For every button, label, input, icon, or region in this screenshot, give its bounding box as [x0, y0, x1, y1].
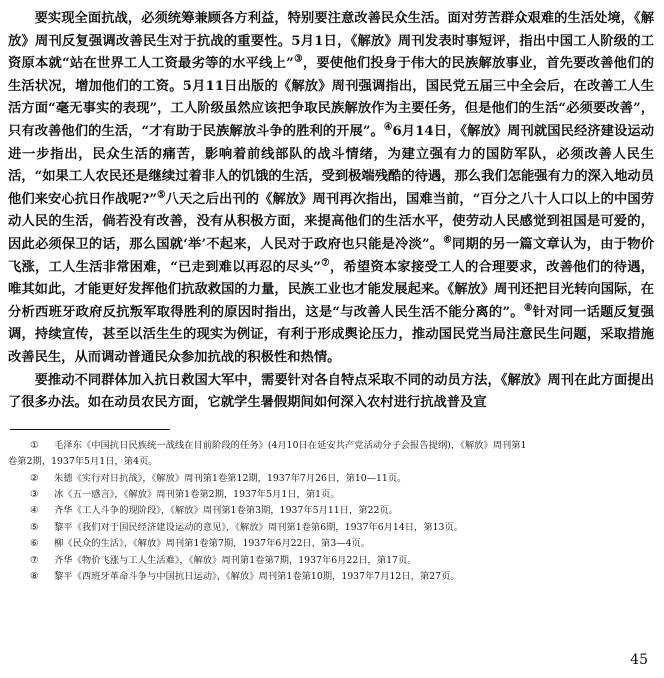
footnote-text: 柳《民众的生活》，《解放》周刊第1卷第7期，1937年6月22日，第3—4页。 [54, 538, 371, 550]
page-number: 45 [630, 652, 648, 668]
text-segment: ，要使他们投身于伟大的民族解放事业，首先要改善他们的生活状况，增加他们的工资。5月11日出版的《解放》周刊强调指出，国民党五届三中全会后，在改善工人生活方面“毫无事实的表现”，工人阶级虽然应该把争取民族解放作为主要任务，但是他们的生活“必须要改善”，只有改善他们的生活，“才有助于民族解放斗争的胜利的开展”。 [8, 56, 655, 139]
footnote-number: ② [30, 472, 39, 484]
text-segment: 要推动不同群体加入抗日救国大军中，需要针对各自特点采取不同的动员方法，《解放》周刊在此方面提出了很多办法。如在动员农民方面，它就学生暑假期间如何深入农村进行抗战普及宣 [8, 372, 654, 411]
footnote-item [8, 438, 654, 471]
footnote-text: 冰《五一感言》，《解放》周刊第1卷第2期，1937年5月1日，第1页。 [54, 488, 340, 500]
footnote-text: 朱德《实行对日抗战》，《解放》周刊第1卷第12期，1937年7月26日，第10—11页。 [54, 472, 407, 484]
footnote-item [8, 536, 654, 552]
footnote-number: ④ [30, 505, 39, 517]
footnote-item [8, 553, 654, 569]
footnote-ref: ③ [293, 53, 303, 65]
text-segment: 针对同一话题反复强调，持续宣传，甚至以活生生的现实为例证，有利于形成舆论压力，推动国民党当局注意民生问题，采取措施改善民生，从而调动普通民众参加抗战的积极性和热情。 [8, 304, 655, 365]
footnote-item [8, 569, 654, 585]
text-segment: 八天之后出刊的《解放》周刊再次指出，国难当前，“百分之八十人口以上的中国劳动人民的生活，倘若没有改善，没有从积极方面，来提高他们的生活水平，使劳动人民感觉到祖国是可爱的，因此必须保卫的话，那么国就‘举’不起来，人民对于政府也只能是冷淡”。 [8, 191, 654, 252]
footnote-ref: ④ [383, 121, 393, 133]
footnote-text: 黎平《我们对于国民经济建设运动的意见》，《解放》周刊第1卷第6期，1937年6月14日，第13页。 [54, 521, 464, 533]
footnote-ref: ⑥ [443, 234, 452, 246]
footnote-number: ③ [30, 488, 39, 500]
footnote-text: 齐华《物价飞涨与工人生活难》，《解放》周刊第1卷第7期，1937年6月22日，第17页。 [54, 554, 417, 566]
footnote-text-continued: 卷第2期，1937年5月1日，第4页。 [8, 456, 158, 468]
footnote-item [8, 471, 654, 487]
body-text [8, 8, 654, 415]
footnote-number: ① [30, 439, 39, 451]
paragraph-2 [8, 370, 654, 415]
footnote-ref: ⑤ [156, 189, 166, 201]
footnote-text: 毛泽东《中国抗日民族统一战线在目前阶段的任务》(4月10日在延安共产党活动分子会报告提纲)，《解放》周刊第1 [54, 439, 527, 451]
footnotes [8, 438, 654, 586]
footnote-text: 黎平《西班牙革命斗争与中国抗日运动》，《解放》周刊第1卷第10期，1937年7月12日，第27页。 [54, 570, 460, 582]
footnote-number: ⑤ [30, 521, 39, 533]
text-segment: 6月14日，《解放》周刊就国民经济建设运动进一步指出，民众生活的痛苦，影响着前线部队的战斗情绪，为建立强有力的国防军队，必须改善人民生活，“如果工人农民还是继续过着非人的饥饿的生活，受到极端残酷的待遇，那么我们怎能强有力的深入地动员他们来安心抗日作战呢?” [8, 123, 654, 207]
footnote-ref: ⑦ [320, 257, 330, 269]
paragraph-1 [8, 8, 654, 370]
footnote-number: ⑧ [30, 570, 39, 582]
text-segment: ，希望资本家接受工人的合理要求，改善他们的待遇，唯其如此，才能更好发挥他们抗敌救国的力量，民族工业也才能发展起来。《解放》周刊还把目光转向国际，在分析西班牙政府反抗叛军取得胜利的原因时指出，这是“与改善人民生活不能分离的”。 [8, 259, 655, 320]
footnote-ref: ⑧ [523, 302, 533, 314]
footnote-divider [10, 429, 170, 430]
footnote-item [8, 520, 654, 536]
footnote-item [8, 487, 654, 503]
footnote-number: ⑥ [30, 538, 39, 550]
footnote-item [8, 503, 654, 519]
text-segment: 同期的另一篇文章认为，由于物价飞涨，工人生活非常困难，“已走到难以再忍的尽头” [8, 236, 654, 275]
footnote-text: 齐华《工人斗争的现阶段》，《解放》周刊第1卷第3期，1937年5月11日，第22页。 [54, 505, 398, 517]
text-segment: 要实现全面抗战，必须统筹兼顾各方利益，特别要注意改善民众生活。面对劳苦群众艰难的生活处境，《解放》周刊反复强调改善民生对于抗战的重要性。5月1日，《解放》周刊发表时事短评，指出中国工人阶级的工资原本就“站在世界工人工资最劣等的水平线上” [8, 11, 654, 72]
footnote-number: ⑦ [30, 554, 39, 566]
